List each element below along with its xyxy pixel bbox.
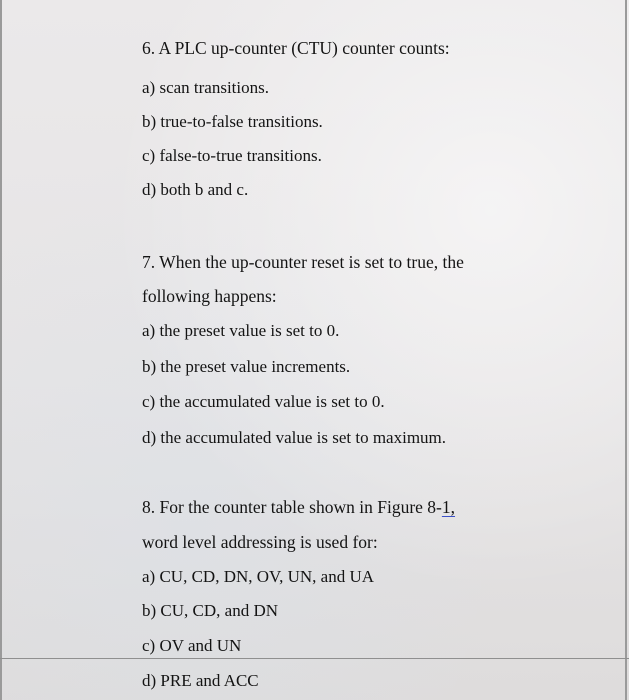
question-8-option-b: b) CU, CD, and DN — [142, 601, 278, 620]
question-6-option-a: a) scan transitions. — [142, 78, 269, 97]
question-8-option-a: a) CU, CD, DN, OV, UN, and UA — [142, 567, 375, 586]
question-7-option-c: c) the accumulated value is set to 0. — [142, 392, 385, 411]
figure-reference-link[interactable]: 1, — [441, 497, 456, 517]
question-7-option-b: b) the preset value increments. — [142, 357, 351, 376]
question-7-option-a: a) the preset value is set to 0. — [142, 321, 340, 340]
right-border — [625, 0, 627, 700]
page-divider — [0, 658, 629, 659]
question-7-option-d: d) the accumulated value is set to maximum. — [142, 428, 447, 447]
question-8-option-d: d) PRE and ACC — [142, 671, 259, 690]
question-6-option-b: b) true-to-false transitions. — [142, 112, 323, 131]
left-border — [0, 0, 2, 700]
question-7-prompt-line-1: 7. When the up-counter reset is set to true, the — [142, 252, 464, 272]
question-8-option-c: c) OV and UN — [142, 636, 242, 655]
question-6-prompt: 6. A PLC up-counter (CTU) counter counts: — [142, 38, 450, 58]
question-6-option-d: d) both b and c. — [142, 180, 249, 199]
question-7-prompt-line-2: following happens: — [142, 286, 277, 306]
question-8-prompt-line-1 — [142, 497, 455, 517]
question-8-prompt-text: 8. For the counter table shown in Figure 8- — [142, 497, 442, 517]
question-8-prompt-line-2: word level addressing is used for: — [142, 532, 378, 552]
question-6-option-c: c) false-to-true transitions. — [142, 146, 322, 165]
